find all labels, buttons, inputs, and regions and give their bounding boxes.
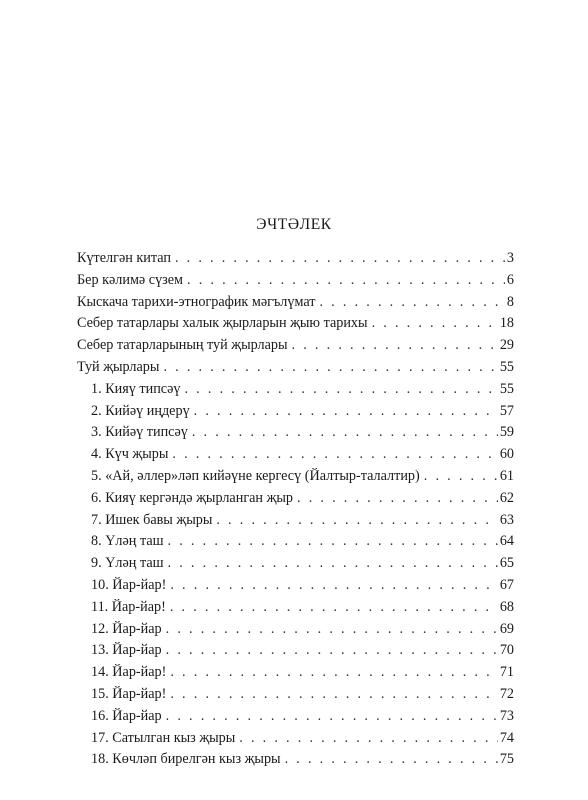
dot-leader xyxy=(166,621,498,638)
toc-entry xyxy=(77,490,514,512)
toc-entry-page-number: 29 xyxy=(499,337,514,354)
toc-entry-title: 17. Сатылган кыз җыры xyxy=(91,729,236,746)
toc-entry-title: Себер татарларының туй җырлары xyxy=(77,337,288,354)
toc-entry-page-number: 65 xyxy=(499,555,514,572)
toc-entry-title: 1. Кияү типсәү xyxy=(91,380,181,397)
toc-entry xyxy=(77,730,514,752)
dot-leader xyxy=(175,250,505,267)
toc-entry xyxy=(77,642,514,664)
dot-leader xyxy=(372,315,498,332)
dot-leader xyxy=(172,446,497,463)
toc-entry xyxy=(77,272,514,294)
toc-entry-title: Күтелгән китап xyxy=(77,250,171,266)
toc-entry-title: 6. Кияү кергәндә җырланган җыр xyxy=(91,489,294,506)
toc-entry-page-number: 68 xyxy=(499,598,514,615)
toc-entry-title: 15. Йар-йар! xyxy=(91,685,167,702)
toc-entry-page-number: 3 xyxy=(506,250,514,266)
dot-leader xyxy=(285,751,498,768)
toc-entry-page-number: 74 xyxy=(499,729,514,746)
toc-entry xyxy=(77,359,514,381)
toc-entry-page-number: 63 xyxy=(499,511,514,528)
toc-entry xyxy=(77,337,514,359)
toc-entry xyxy=(77,686,514,708)
toc-entry-title: 9. Үләң таш xyxy=(91,555,164,572)
toc-entry-page-number: 71 xyxy=(499,664,514,681)
toc-entry-title: 18. Көчләп бирелгән кыз җыры xyxy=(91,751,281,768)
toc-entry xyxy=(77,533,514,555)
toc-entry-page-number: 75 xyxy=(499,751,514,768)
toc-entry xyxy=(77,555,514,577)
toc-entry xyxy=(77,599,514,621)
toc-entry-page-number: 55 xyxy=(499,358,514,375)
toc-entry xyxy=(77,381,514,403)
toc-entry-page-number: 61 xyxy=(499,467,514,484)
toc-entry xyxy=(77,446,514,468)
toc-entry-page-number: 59 xyxy=(499,424,514,441)
dot-leader xyxy=(194,403,498,420)
toc-entry xyxy=(77,468,514,490)
toc-entry xyxy=(77,424,514,446)
table-of-contents xyxy=(77,250,514,773)
dot-leader xyxy=(192,424,498,441)
toc-entry xyxy=(77,708,514,730)
dot-leader xyxy=(170,664,497,681)
toc-entry xyxy=(77,403,514,425)
toc-entry-title: 13. Йар-йар xyxy=(91,642,162,659)
toc-entry-title: 3. Кийәү типсәү xyxy=(91,424,188,441)
toc-entry xyxy=(77,577,514,599)
toc-entry-title: Бер кәлимә сүзем xyxy=(77,271,184,288)
dot-leader xyxy=(292,337,498,354)
dot-leader xyxy=(170,686,497,703)
toc-entry-title: 4. Күч җыры xyxy=(91,446,169,463)
dot-leader xyxy=(319,294,504,311)
toc-entry-title: 12. Йар-йар xyxy=(91,620,162,637)
toc-entry-page-number: 72 xyxy=(499,685,514,702)
dot-leader xyxy=(187,272,505,289)
dot-leader xyxy=(163,359,497,376)
dot-leader xyxy=(216,512,497,529)
dot-leader xyxy=(168,555,498,572)
toc-entry xyxy=(77,294,514,316)
dot-leader xyxy=(424,468,498,485)
toc-entry xyxy=(77,751,514,773)
toc-entry-title: 10. Йар-йар! xyxy=(91,576,167,593)
toc-entry xyxy=(77,664,514,686)
toc-entry-title: 14. Йар-йар! xyxy=(91,664,167,681)
toc-entry xyxy=(77,250,514,272)
toc-entry-page-number: 64 xyxy=(499,533,514,550)
toc-entry-page-number: 55 xyxy=(499,380,514,397)
dot-leader xyxy=(239,730,498,747)
toc-entry-page-number: 70 xyxy=(499,642,514,659)
toc-entry-page-number: 57 xyxy=(499,402,514,419)
toc-entry xyxy=(77,315,514,337)
toc-entry-page-number: 67 xyxy=(499,576,514,593)
toc-entry-page-number: 69 xyxy=(499,620,514,637)
toc-entry-title: 7. Ишек бавы җыры xyxy=(91,511,213,528)
toc-entry-page-number: 60 xyxy=(499,446,514,463)
dot-leader xyxy=(297,490,498,507)
dot-leader xyxy=(170,577,497,594)
toc-entry-page-number: 18 xyxy=(499,315,514,332)
toc-entry-title: 8. Үләң таш xyxy=(91,533,164,550)
dot-leader xyxy=(170,599,498,616)
page-title: ЭЧТӘЛЕК xyxy=(256,216,332,233)
toc-entry-page-number: 62 xyxy=(499,489,514,506)
toc-entry-title: 2. Кийәү иңдерү xyxy=(91,402,190,419)
dot-leader xyxy=(168,533,498,550)
toc-entry-title: Себер татарлары халык җырларын җыю тарихы xyxy=(77,315,368,332)
toc-entry-page-number: 73 xyxy=(499,707,514,724)
toc-entry xyxy=(77,621,514,643)
dot-leader xyxy=(166,642,498,659)
toc-entry-page-number: 6 xyxy=(506,271,514,288)
dot-leader xyxy=(166,708,498,725)
toc-entry-title: Туй җырлары xyxy=(77,358,160,375)
toc-entry-title: 11. Йар-йар! xyxy=(91,598,166,615)
toc-entry-title: Кыскача тарихи-этнографик мәгълүмат xyxy=(77,293,316,310)
toc-entry-title: 16. Йар-йар xyxy=(91,707,162,724)
toc-entry xyxy=(77,512,514,534)
toc-entry-title: 5. «Ай, әллер»ләп кийәүне кергесү (Йалтыр-талалтир) xyxy=(91,467,420,484)
toc-entry-page-number: 8 xyxy=(506,293,514,310)
dot-leader xyxy=(184,381,497,398)
